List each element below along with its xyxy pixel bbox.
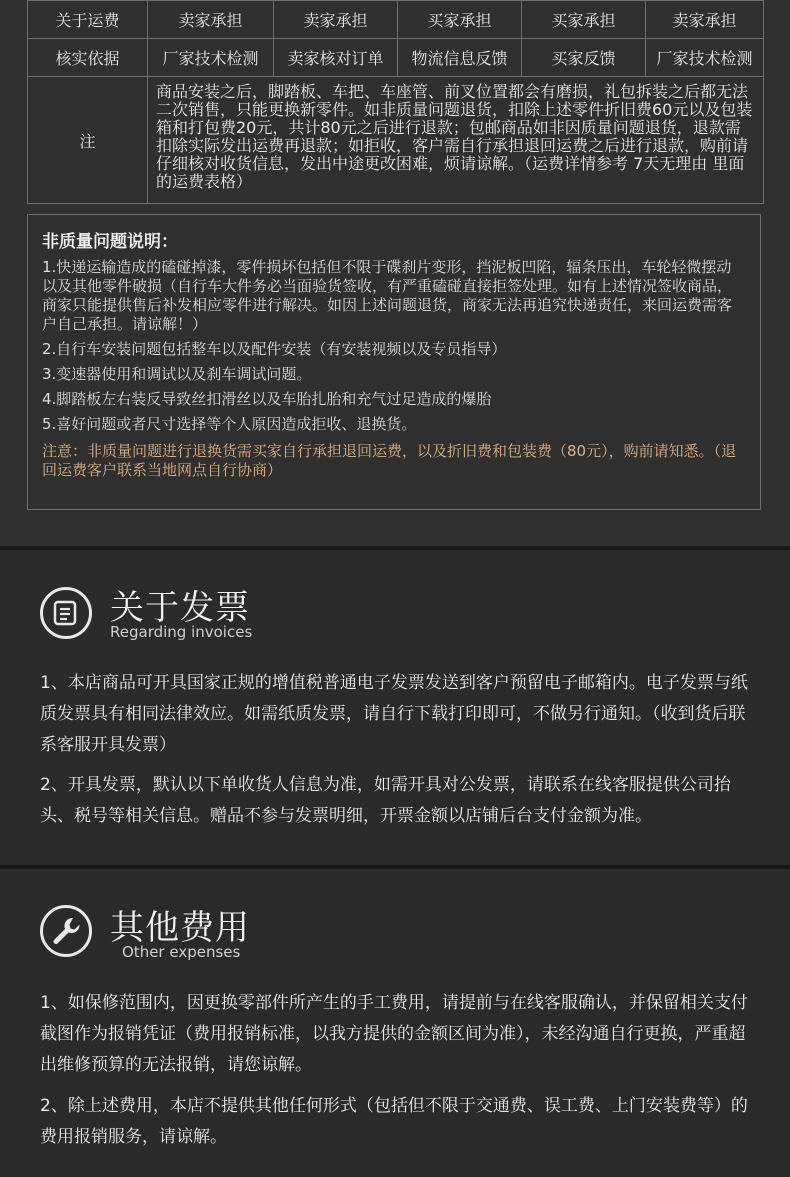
table-cell: 厂家技术检测 bbox=[646, 39, 764, 77]
section-subtitle: Other expenses bbox=[122, 943, 241, 961]
invoice-section bbox=[0, 550, 790, 865]
table-row bbox=[28, 1, 764, 39]
table-cell: 核实依据 bbox=[28, 39, 148, 77]
table-cell: 卖家承担 bbox=[148, 1, 274, 39]
non-quality-box bbox=[27, 214, 761, 510]
document-icon bbox=[40, 587, 92, 639]
list-item: 4.脚踏板左右装反导致丝扣滑丝以及车胎扎胎和充气过足造成的爆胎 bbox=[42, 390, 492, 408]
table-cell: 卖家承担 bbox=[646, 1, 764, 39]
table-cell: 买家反馈 bbox=[522, 39, 646, 77]
table-row bbox=[28, 77, 764, 204]
table-cell: 关于运费 bbox=[28, 1, 148, 39]
paragraph: 1、如保修范围内，因更换零部件所产生的手工费用，请提前与在线客服确认，并保留相关支付截图作为报销凭证（费用报销标准，以我方提供的金额区间为准），未经沟通自行更换，严重超出维修预算的无法报销，请您谅解。 bbox=[40, 993, 748, 1075]
table-cell: 卖家承担 bbox=[274, 1, 398, 39]
list-item: 2.自行车安装问题包括整车以及配件安装（有安装视频以及专员指导） bbox=[42, 340, 507, 358]
list-item: 1.快递运输造成的磕碰掉漆，零件损坏包括但不限于碟刹片变形，挡泥板凹陷，辐条压出，车轮轻微摆动以及其他零件破损（自行车大件务必当面验货签收，有严重磕碰直接拒签处理。如有上述情况签收商品，商家只能提供售后补发相应零件进行解决。如因上述问题退货，商家无法再追究快递责任，来回运费需客户自己承担。请谅解！） bbox=[42, 258, 733, 333]
warning-text: 注意：非质量问题进行退换货需买家自行承担退回运费，以及折旧费和包装费（80元），购前请知悉。（退回运费客户联系当地网点自行协商） bbox=[42, 442, 737, 479]
section-title: 其他费用 bbox=[110, 908, 250, 948]
paragraph: 2、开具发票，默认以下单收货人信息为准，如需开具对公发票，请联系在线客服提供公司抬头、税号等相关信息。赠品不参与发票明细，开票金额以店铺后台支付金额为准。 bbox=[40, 775, 731, 826]
return-policy-section bbox=[0, 0, 790, 546]
table-cell: 卖家核对订单 bbox=[274, 39, 398, 77]
section-title: 关于发票 bbox=[110, 588, 250, 628]
note-label: 注 bbox=[28, 77, 148, 204]
table-cell: 买家承担 bbox=[398, 1, 522, 39]
table-cell: 厂家技术检测 bbox=[148, 39, 274, 77]
table-row bbox=[28, 39, 764, 77]
list-item: 5.喜好问题或者尺寸选择等个人原因造成拒收、退换货。 bbox=[42, 415, 417, 433]
paragraph: 2、除上述费用，本店不提供其他任何形式（包括但不限于交通费、误工费、上门安装费等）的费用报销服务，请谅解。 bbox=[40, 1096, 748, 1147]
paragraph: 1、本店商品可开具国家正规的增值税普通电子发票发送到客户预留电子邮箱内。电子发票与纸质发票具有相同法律效应。如需纸质发票，请自行下载打印即可，不做另行通知。（收到货后联系客服开具发票） bbox=[40, 673, 748, 755]
table-cell: 物流信息反馈 bbox=[398, 39, 522, 77]
note-text: 商品安装之后，脚踏板、车把、车座管、前叉位置都会有磨损，礼包拆装之后都无法二次销售，只能更换新零件。如非质量问题退货，扣除上述零件折旧费60元以及包装箱和打包费20元，共计80元之后进行退款；包邮商品如非因质量问题退货，退款需扣除实际发出运费再退款；如拒收，客户需自行承担退回运费之后进行退款，购前请仔细核对收货信息，发出中途更改困难，烦请谅解。（运费详情参考 7天无理由 里面的运费表格） bbox=[148, 77, 764, 204]
shipping-fee-table bbox=[27, 0, 764, 204]
other-fees-section bbox=[0, 869, 790, 1177]
section-subtitle: Regarding invoices bbox=[110, 623, 253, 641]
table-cell: 买家承担 bbox=[522, 1, 646, 39]
non-quality-title: 非质量问题说明： bbox=[42, 232, 178, 252]
wrench-icon bbox=[40, 905, 92, 957]
list-item: 3.变速器使用和调试以及刹车调试问题。 bbox=[42, 365, 312, 383]
